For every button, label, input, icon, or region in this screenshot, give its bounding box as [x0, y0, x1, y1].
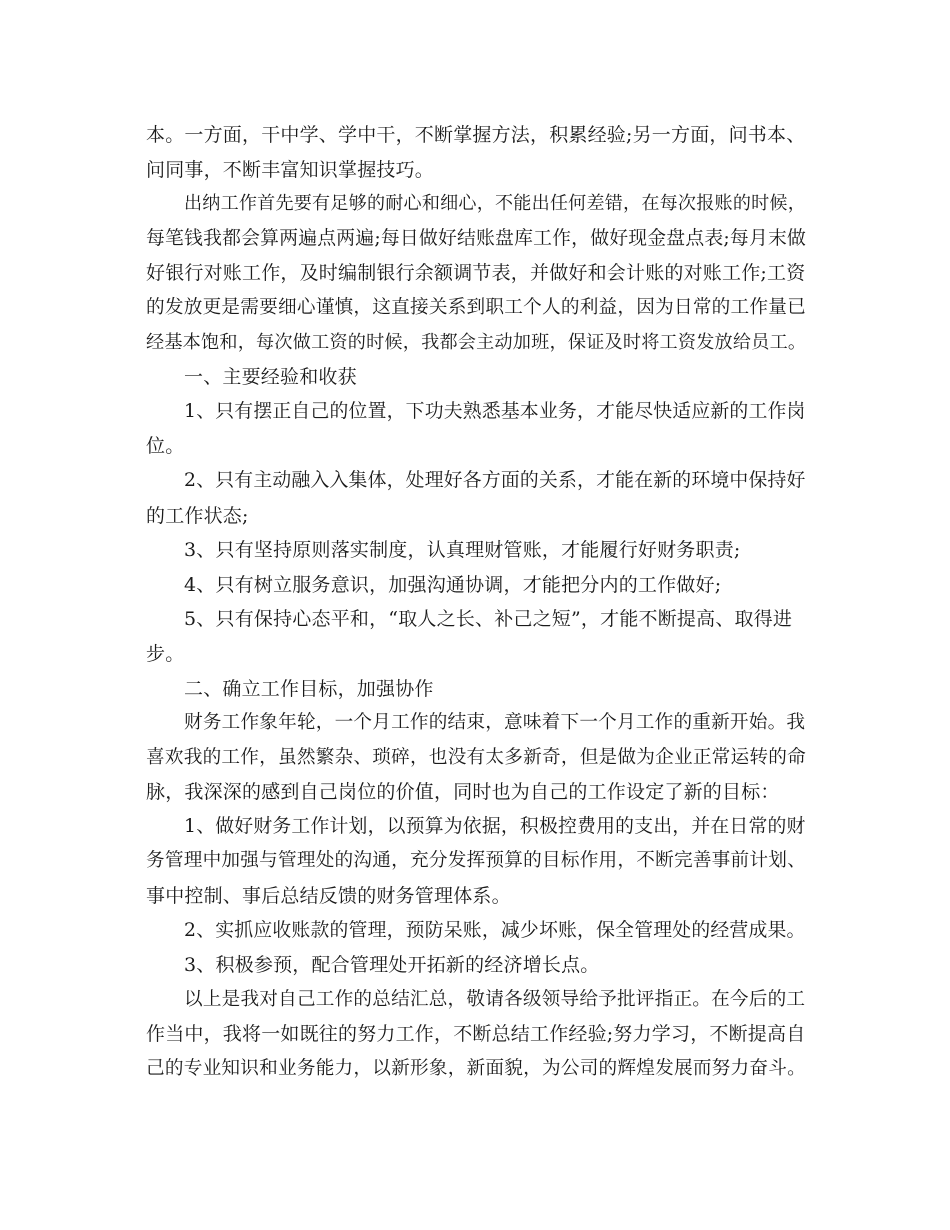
text-line: 5、只有保持心态平和，“取人之长、补己之短”，才能不断提高、取得进: [184, 608, 793, 631]
text-line: 一、主要经验和收获: [184, 366, 357, 389]
text-line: 每笔钱我都会算两遍点两遍;每日做好结账盘库工作，做好现金盘点表;每月末做: [146, 227, 807, 249]
text-line: 作当中，我将一如既往的努力工作，不断总结工作经验;努力学习，不断提高自: [146, 1023, 806, 1046]
text-line: 3、积极参预，配合管理处开拓新的经济增长点。: [184, 954, 600, 977]
text-line: 务管理中加强与管理处的沟通，充分发挥预算的目标作用，不断完善事前计划、: [146, 850, 806, 872]
text-line: 出纳工作首先要有足够的耐心和细心，不能出任何差错，在每次报账的时候，: [184, 193, 806, 215]
text-line: 的工作状态;: [146, 504, 249, 527]
text-line: 财务工作象年轮，一个月工作的结束，意味着下一个月工作的重新开始。我: [184, 712, 806, 734]
text-line: 问同事，不断丰富知识掌握技巧。: [146, 158, 435, 181]
text-line: 经基本饱和，每次做工资的时候，我都会主动加班，保证及时将工资发放给员工。: [146, 331, 807, 353]
text-line: 位。: [146, 435, 185, 458]
text-line: 以上是我对自己工作的总结汇总，敬请各级领导给予批评指正。在今后的工: [184, 988, 806, 1010]
text-line: 1、做好财务工作计划，以预算为依据，积极控费用的支出，并在日常的财: [184, 815, 806, 837]
text-line: 二、确立工作目标，加强协作: [184, 677, 434, 700]
text-line: 4、只有树立服务意识，加强沟通协调，才能把分内的工作做好;: [184, 573, 722, 596]
text-line: 己的专业知识和业务能力，以新形象，新面貌，为公司的辉煌发展而努力奋斗。: [146, 1058, 806, 1080]
text-line: 脉，我深深的感到自己岗位的价值，同时也为自己的工作设定了新的目标：: [146, 781, 780, 804]
text-line: 步。: [146, 642, 185, 665]
text-line: 本。一方面，干中学、学中干，不断掌握方法，积累经验;另一方面，问书本、: [146, 124, 806, 146]
text-line: 2、实抓应收账款的管理，预防呆账，减少坏账，保全管理处的经营成果。: [184, 919, 806, 941]
text-line: 事中控制、事后总结反馈的财务管理体系。: [146, 885, 511, 908]
text-line: 1、只有摆正自己的位置，下功夫熟悉基本业务，才能尽快适应新的工作岗: [184, 400, 806, 422]
text-line: 2、只有主动融入入集体，处理好各方面的关系，才能在新的环境中保持好: [184, 469, 806, 491]
text-line: 好银行对账工作，及时编制银行余额调节表，并做好和会计账的对账工作;工资: [146, 262, 806, 285]
text-line: 喜欢我的工作，虽然繁杂、琐碎，也没有太多新奇，但是做为企业正常运转的命: [146, 746, 806, 768]
document-body: [146, 118, 806, 1087]
text-line: 3、只有坚持原则落实制度，认真理财管账，才能履行好财务职责;: [184, 539, 741, 562]
text-line: 的发放更是需要细心谨慎，这直接关系到职工个人的利益，因为日常的工作量已: [146, 296, 806, 318]
